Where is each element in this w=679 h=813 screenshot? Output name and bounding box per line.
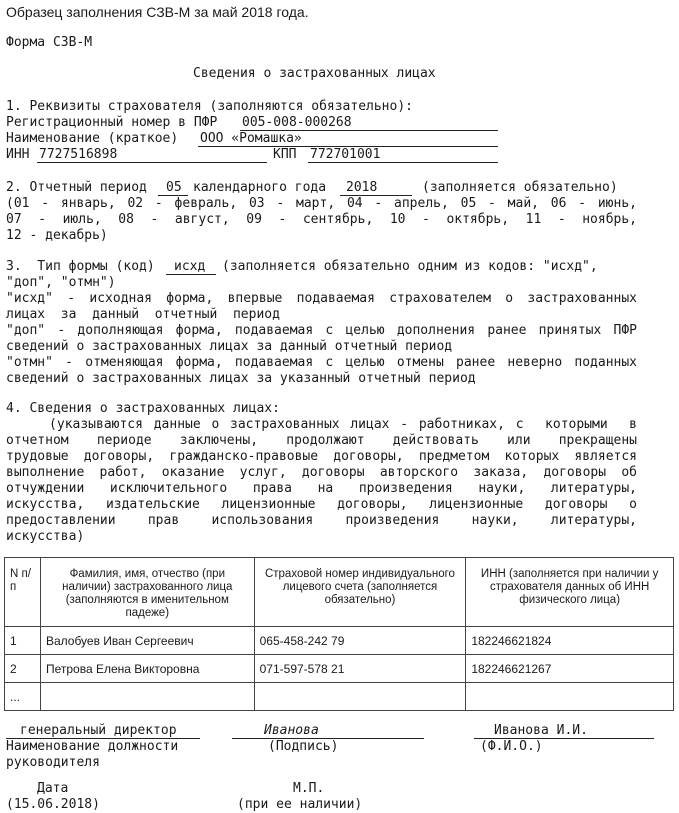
reg-number-value: 005-008-000268 — [242, 115, 352, 130]
section4-line-5: отчуждении исключительного права на произведения науки, литературы, — [6, 481, 637, 496]
form-name: Форма СЗВ-М — [6, 35, 93, 50]
header-full-name: Фамилия, имя, отчество (при наличии) застрахованного лица (заполняются в именительном падеже) — [40, 558, 254, 627]
year-value: 2018 — [346, 180, 378, 195]
date-value: (15.06.2018) — [6, 797, 100, 812]
form-type-desc-6: сведений о застрахованных лицах за указанный отчетный период — [6, 371, 476, 386]
stamp-label: М.П. — [293, 781, 325, 796]
cell-number: 2 — [5, 655, 41, 683]
date-label: Дата — [37, 781, 69, 796]
form-type-underline — [166, 274, 216, 275]
period-mid: календарного года — [193, 180, 327, 195]
cell-inn: 182246621824 — [466, 627, 674, 655]
header-inn: ИНН (заполняется при наличии у страхователя данных об ИНН физического лица) — [466, 558, 674, 627]
section4-line-6: искусства, издательские лицензионные договоры, лицензионные договоры о — [6, 497, 637, 512]
kpp-value: 772701001 — [310, 147, 381, 162]
table-row — [5, 655, 674, 683]
form-type-desc-5: "отмн" - отменяющая форма, подаваемая с целью отмены ранее неверно поданных — [6, 355, 637, 370]
period-prefix: 2. Отчетный период — [6, 180, 147, 195]
section4-line-2: отчетном периоде заключены, продолжают действовать или прекращены — [6, 433, 637, 448]
cell-snils: 071-597-578 21 — [254, 655, 466, 683]
insured-persons-table — [4, 557, 674, 711]
cell-inn: 182246621267 — [466, 655, 674, 683]
cell-full-name: Валобуев Иван Сергеевич — [40, 627, 254, 655]
form-type-desc-2: лицах за данный отчетный период — [6, 307, 280, 322]
kpp-underline — [308, 162, 498, 163]
form-type-desc-4: сведений о застрахованных лицах за данный отчетный период — [6, 339, 453, 354]
kpp-label: КПП — [273, 147, 297, 162]
header-snils: Страховой номер индивидуального лицевого счета (заполняется обязательно) — [254, 558, 466, 627]
section4-line-7: предоставлении прав использования произведения науки, литературы, — [6, 513, 637, 528]
org-name-label: Наименование (краткое) — [6, 131, 179, 146]
page-heading: Образец заполнения СЗВ-М за май 2018 года. — [6, 4, 309, 20]
cell-inn — [466, 683, 674, 711]
inn-label: ИНН — [6, 147, 30, 162]
form-title: Сведения о застрахованных лицах — [193, 66, 436, 81]
table-header-row — [5, 558, 674, 627]
section4-line-8: искусства) — [6, 529, 85, 544]
form-type-desc-1: "исхд" - исходная форма, впервые подаваемая страхователем о застрахованных — [6, 291, 637, 306]
section4-line-4: выполнение работ, оказание услуг, договоры авторского заказа, договоры об — [6, 465, 637, 480]
inn-value: 7727516898 — [39, 147, 118, 162]
fio-label: (Ф.И.О.) — [480, 739, 543, 754]
cell-number: ... — [5, 683, 41, 711]
section4-title: 4. Сведения о застрахованных лицах: — [6, 401, 280, 416]
header-number: N п/п — [5, 558, 41, 627]
position-value: генеральный директор — [20, 723, 177, 738]
section1-title: 1. Реквизиты страхователя (заполняются обязательно): — [6, 99, 413, 114]
form-type-prefix: 3. Тип формы (код) — [6, 259, 155, 274]
position-label: Наименование должности — [6, 739, 179, 754]
months-line-1: (01 - январь, 02 - февраль, 03 - март, 04 - апрель, 05 - май, 06 - июнь, — [6, 196, 637, 211]
form-type-line-2: "доп", "отмн") — [6, 275, 116, 290]
position-label-2: руководителя — [6, 755, 100, 770]
section4-line-3: трудовые договоры, гражданско-правовые договоры, предметом которых является — [6, 449, 637, 464]
signature-value: Иванова — [264, 723, 319, 738]
form-type-desc-3: "доп" - дополняющая форма, подаваемая с целью дополнения ранее принятых ПФР — [6, 323, 637, 338]
cell-snils: 065-458-242 79 — [254, 627, 466, 655]
table-row — [5, 627, 674, 655]
period-value: 05 — [166, 180, 182, 195]
table-row — [5, 683, 674, 711]
cell-snils — [254, 683, 466, 711]
stamp-note: (при ее наличии) — [237, 797, 363, 812]
signature-label: (Подпись) — [268, 739, 339, 754]
cell-full-name: Петрова Елена Викторовна — [40, 655, 254, 683]
months-line-2: 07 - июль, 08 - август, 09 - сентябрь, 10 - октябрь, 11 - ноябрь, — [6, 212, 637, 227]
inn-underline — [37, 162, 267, 163]
cell-number: 1 — [5, 627, 41, 655]
section4-line-1: (указываются данные о застрахованных лицах - работниках, с которыми в — [6, 417, 637, 432]
org-name-value: ООО «Ромашка» — [200, 131, 302, 146]
months-line-3: 12 - декабрь) — [6, 228, 108, 243]
reg-number-label: Регистрационный номер в ПФР — [6, 115, 218, 130]
form-type-suffix: (заполняется обязательно одним из кодов: "исхд", — [222, 259, 598, 274]
form-type-code: исхд — [174, 259, 206, 274]
period-suffix: (заполняется обязательно) — [422, 180, 618, 195]
fio-value: Иванова И.И. — [494, 723, 588, 738]
cell-full-name — [40, 683, 254, 711]
